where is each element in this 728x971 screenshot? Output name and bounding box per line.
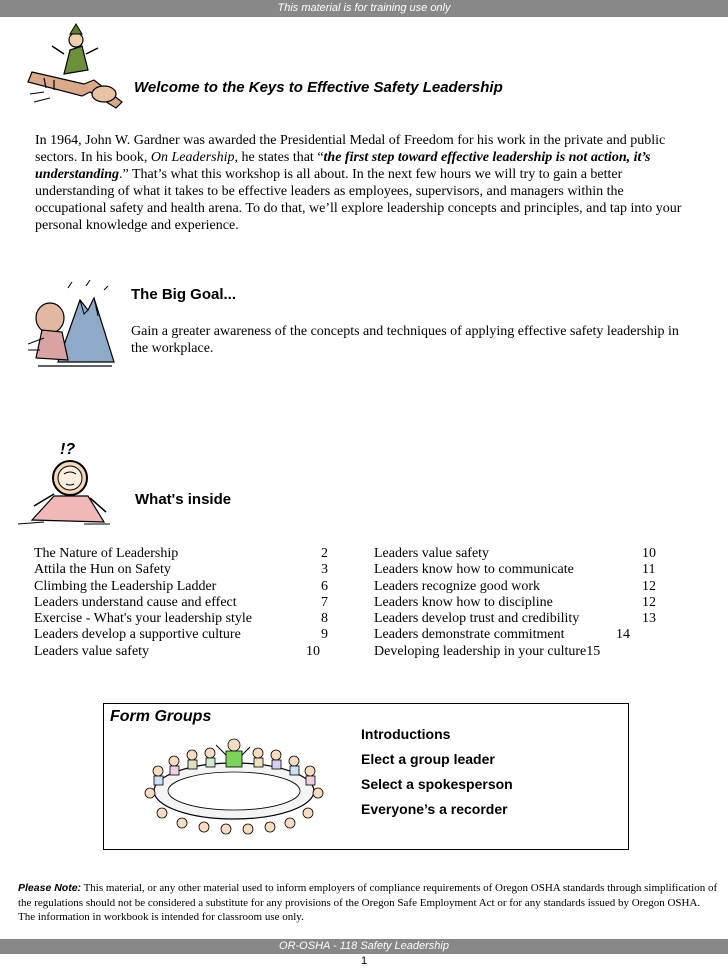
contents-item-title: Leaders know how to communicate <box>374 562 574 578</box>
contents-item-page: 10 <box>642 546 656 561</box>
contents-heading: What's inside <box>135 491 232 508</box>
key-figure-illustration <box>24 22 134 112</box>
contents-item <box>34 546 328 562</box>
contents-item <box>34 644 328 660</box>
contents-item-title: The Nature of Leadership <box>34 546 179 561</box>
contents-item-page: 14 <box>616 627 630 643</box>
contents-item <box>34 579 328 595</box>
contents-item-title: Leaders value safety <box>374 546 490 561</box>
contents-item-title: Exercise - What's your leadership style <box>34 611 253 627</box>
contents-item-title: Leaders demonstrate commitment <box>374 627 565 643</box>
contents-item-title: Leaders develop trust and credibility <box>374 611 580 627</box>
intro-text-3: .” That’s what this workshop is all about. In the next few hours we will try to gain a better understanding of what it takes to be effective leaders as employees, supervisors, and managers within the occupational safety and health arena. To do that, we’ll explore leadership concepts and principles, and tap into your personal knowledge and experience. <box>35 167 682 233</box>
contents-item <box>374 627 656 643</box>
group-task-item: Everyone’s a recorder <box>361 801 508 817</box>
contents-item-page: 2 <box>321 546 328 561</box>
welcome-heading: Welcome to the Keys to Effective Safety Leadership <box>134 79 503 96</box>
goal-heading: The Big Goal... <box>131 286 237 303</box>
contents-item <box>34 627 328 643</box>
contents-item-title: Climbing the Leadership Ladder <box>34 578 217 594</box>
magnifier-figure-illustration <box>14 436 114 528</box>
book-title: On Leadership <box>150 150 235 165</box>
contents-item-page: 15 <box>586 643 601 659</box>
contents-item <box>34 562 328 578</box>
contents-item-page: 8 <box>321 611 328 627</box>
group-task-item: Introductions <box>361 726 451 742</box>
svg-text:!?: !? <box>60 441 76 458</box>
contents-item <box>374 595 656 611</box>
contents-item-title: Developing leadership in your culture <box>374 643 587 659</box>
group-meeting-illustration <box>128 735 338 837</box>
contents-item-title: Leaders value safety <box>34 643 150 659</box>
page-number: 1 <box>360 955 368 967</box>
contents-item-title: Leaders know how to discipline <box>374 594 553 610</box>
contents-item-page: 6 <box>321 578 328 594</box>
contents-item-page: 12 <box>642 578 656 594</box>
contents-item <box>34 595 328 611</box>
contents-item-title: Leaders recognize good work <box>374 578 540 594</box>
footer-course-title: OR-OSHA - 118 Safety Leadership <box>0 939 728 954</box>
disclaimer-note <box>18 881 718 925</box>
group-tasks-list <box>361 723 513 823</box>
contents-item-page: 12 <box>642 594 656 610</box>
group-task-item: Select a spokesperson <box>361 776 513 792</box>
contents-item-title: Leaders develop a supportive culture <box>34 627 241 643</box>
intro-text-2: , he states that “ <box>234 150 324 165</box>
intro-text-1: In 1964, John W. Gardner was awarded the Presidential Medal of Freedom for his work in the private and public sectors. In his book, <box>35 133 666 165</box>
contents-item <box>374 644 656 660</box>
contents-item <box>34 611 328 627</box>
contents-item-page: 9 <box>321 627 328 643</box>
contents-item <box>374 611 656 627</box>
contents-right-column <box>374 546 656 660</box>
note-label: Please Note: <box>18 882 82 894</box>
contents-item-page: 7 <box>321 594 328 610</box>
group-task-item: Elect a group leader <box>361 751 495 767</box>
intro-paragraph <box>35 132 687 234</box>
contents-item-title: Leaders understand cause and effect <box>34 594 237 610</box>
contents-item-page: 13 <box>642 611 656 627</box>
form-groups-heading: Form Groups <box>110 708 212 725</box>
header-banner: This material is for training use only <box>0 0 728 17</box>
contents-item-page: 3 <box>321 562 328 578</box>
contents-item-page: 10 <box>306 643 320 659</box>
note-text: This material, or any other material used to inform employers of compliance requirements of Oregon OSHA standards through simplification of the regulations should not be considered a substitute for any provisions of the Oregon Safe Employment Act or for any standards issued by Oregon OSHA. The information in workbook is intended for classroom use only. <box>18 882 718 923</box>
goal-text: Gain a greater awareness of the concepts and techniques of applying effective safety leadership in the workplace. <box>131 324 679 356</box>
contents-left-column <box>34 546 328 660</box>
contents-item-title: Attila the Hun on Safety <box>34 562 171 578</box>
contents-item-page: 11 <box>642 562 656 578</box>
contents-item <box>374 546 656 562</box>
contents-item <box>374 562 656 578</box>
mountain-climber-illustration <box>28 280 120 375</box>
gardner-quote: the first step toward effective leadership is not action, it’s understanding <box>35 150 651 182</box>
contents-item <box>374 579 656 595</box>
